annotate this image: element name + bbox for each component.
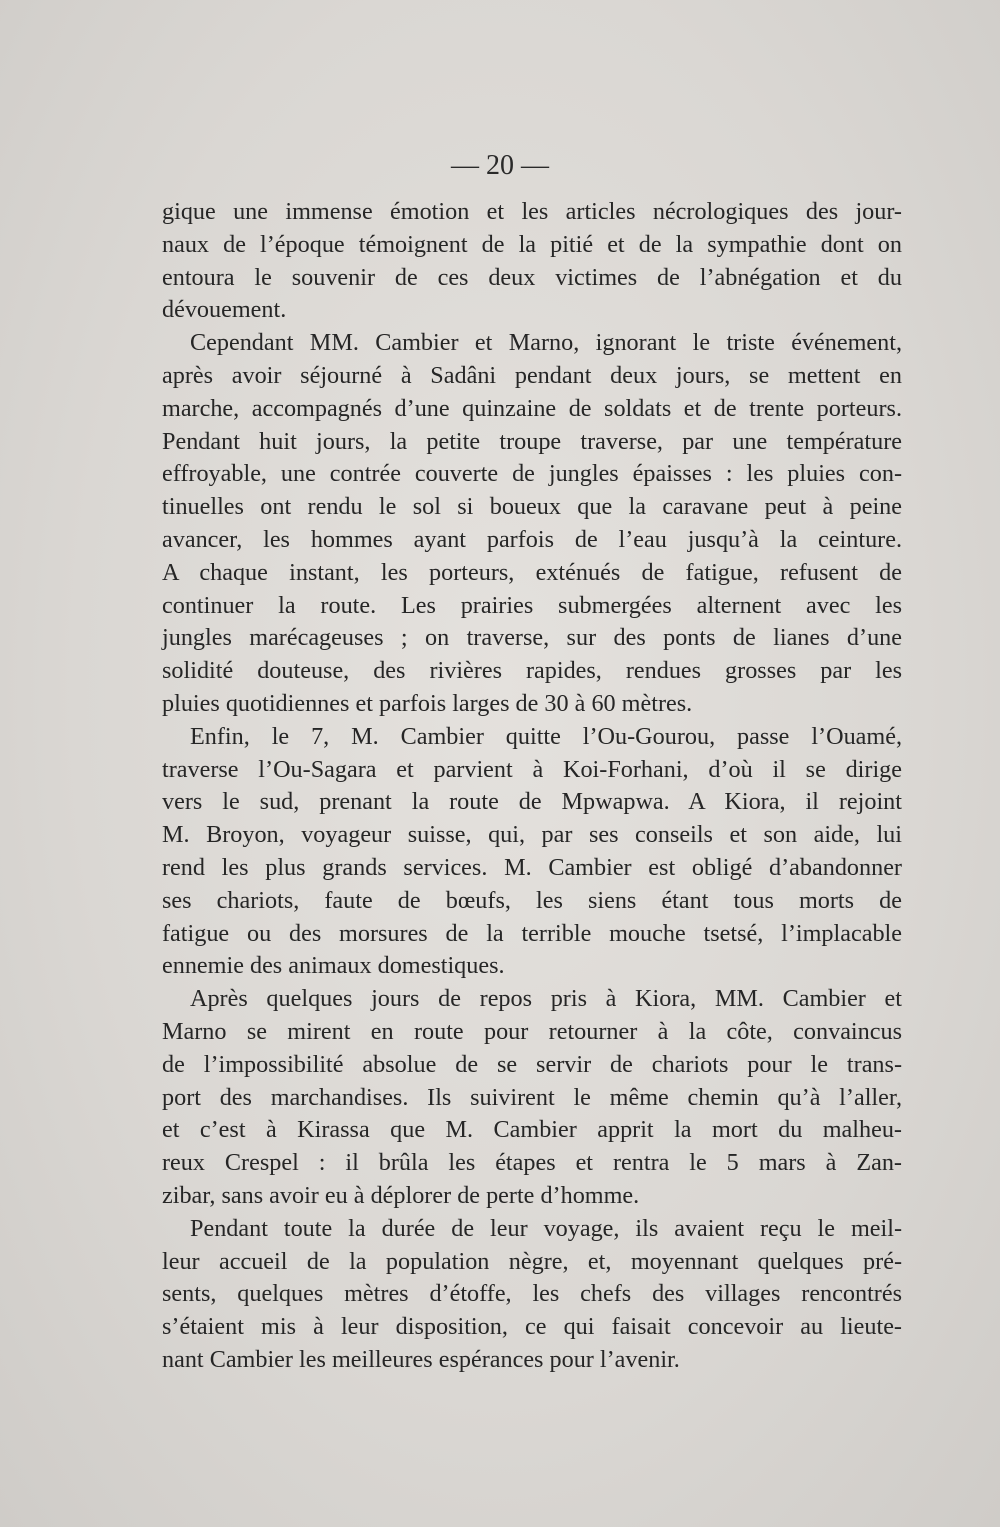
text-line: A chaque instant, les porteurs, exténués de fatigue, refusent de	[162, 558, 902, 586]
text-line: après avoir séjourné à Sadâni pendant deux jours, se mettent en	[162, 361, 902, 389]
text-line: continuer la route. Les prairies submergées alternent avec les	[162, 591, 902, 619]
text-line: traverse l’Ou-Sagara et parvient à Koi-Forhani, d’où il se dirige	[162, 755, 902, 783]
text-line: ennemie des animaux domestiques.	[162, 952, 505, 980]
text-line: s’étaient mis à leur disposition, ce qui faisait concevoir au lieute-	[162, 1313, 902, 1341]
text-line: M. Broyon, voyageur suisse, qui, par ses conseils et son aide, lui	[162, 821, 902, 849]
text-line: de l’impossibilité absolue de se servir de chariots pour le trans-	[162, 1050, 902, 1078]
text-line: Après quelques jours de repos pris à Kiora, MM. Cambier et	[190, 985, 902, 1013]
text-line: Marno se mirent en route pour retourner à la côte, convaincus	[162, 1017, 902, 1045]
text-line: avancer, les hommes ayant parfois de l’eau jusqu’à la ceinture.	[162, 525, 902, 553]
text-line: et c’est à Kirassa que M. Cambier apprit la mort du malheu-	[162, 1116, 902, 1144]
text-line: sents, quelques mètres d’étoffe, les chefs des villages rencontrés	[162, 1280, 902, 1308]
text-line: pluies quotidiennes et parfois larges de 30 à 60 mètres.	[162, 689, 693, 717]
text-line: ses chariots, faute de bœufs, les siens étant tous morts de	[162, 886, 902, 914]
page-number: — 20 —	[451, 150, 549, 181]
text-line: marche, accompagnés d’une quinzaine de soldats et de trente porteurs.	[162, 394, 902, 422]
text-line: effroyable, une contrée couverte de jungles épaisses : les pluies con-	[162, 460, 902, 488]
text-line: jungles marécageuses ; on traverse, sur des ponts de lianes d’une	[162, 624, 902, 652]
text-line: dévouement.	[162, 296, 287, 324]
text-line: rend les plus grands services. M. Cambier est obligé d’abandonner	[162, 853, 902, 881]
text-line: solidité douteuse, des rivières rapides, rendues grosses par les	[162, 657, 902, 685]
text-line: zibar, sans avoir eu à déplorer de perte d’homme.	[162, 1181, 640, 1209]
text-line: reux Crespel : il brûla les étapes et rentra le 5 mars à Zan-	[162, 1149, 902, 1177]
text-line: tinuelles ont rendu le sol si boueux que la caravane peut à peine	[162, 493, 902, 521]
text-line: fatigue ou des morsures de la terrible mouche tsetsé, l’implacable	[162, 919, 902, 947]
text-line: Pendant toute la durée de leur voyage, ils avaient reçu le meil-	[190, 1214, 902, 1242]
text-line: leur accueil de la population nègre, et, moyennant quelques pré-	[162, 1247, 902, 1275]
text-line: Enfin, le 7, M. Cambier quitte l’Ou-Gourou, passe l’Ouamé,	[190, 722, 902, 750]
text-line: Cependant MM. Cambier et Marno, ignorant le triste événement,	[190, 329, 902, 357]
text-line: nant Cambier les meilleures espérances pour l’avenir.	[162, 1345, 680, 1373]
body-text	[162, 196, 902, 1377]
text-line: naux de l’époque témoignent de la pitié et de la sympathie dont on	[162, 230, 902, 258]
text-line: port des marchandises. Ils suivirent le même chemin qu’à l’aller,	[162, 1083, 902, 1111]
text-line: vers le sud, prenant la route de Mpwapwa. A Kiora, il rejoint	[162, 788, 902, 816]
text-line: gique une immense émotion et les articles nécrologiques des jour-	[162, 198, 902, 225]
text-line: entoura le souvenir de ces deux victimes de l’abnégation et du	[162, 263, 902, 291]
text-line: Pendant huit jours, la petite troupe traverse, par une température	[162, 427, 902, 455]
